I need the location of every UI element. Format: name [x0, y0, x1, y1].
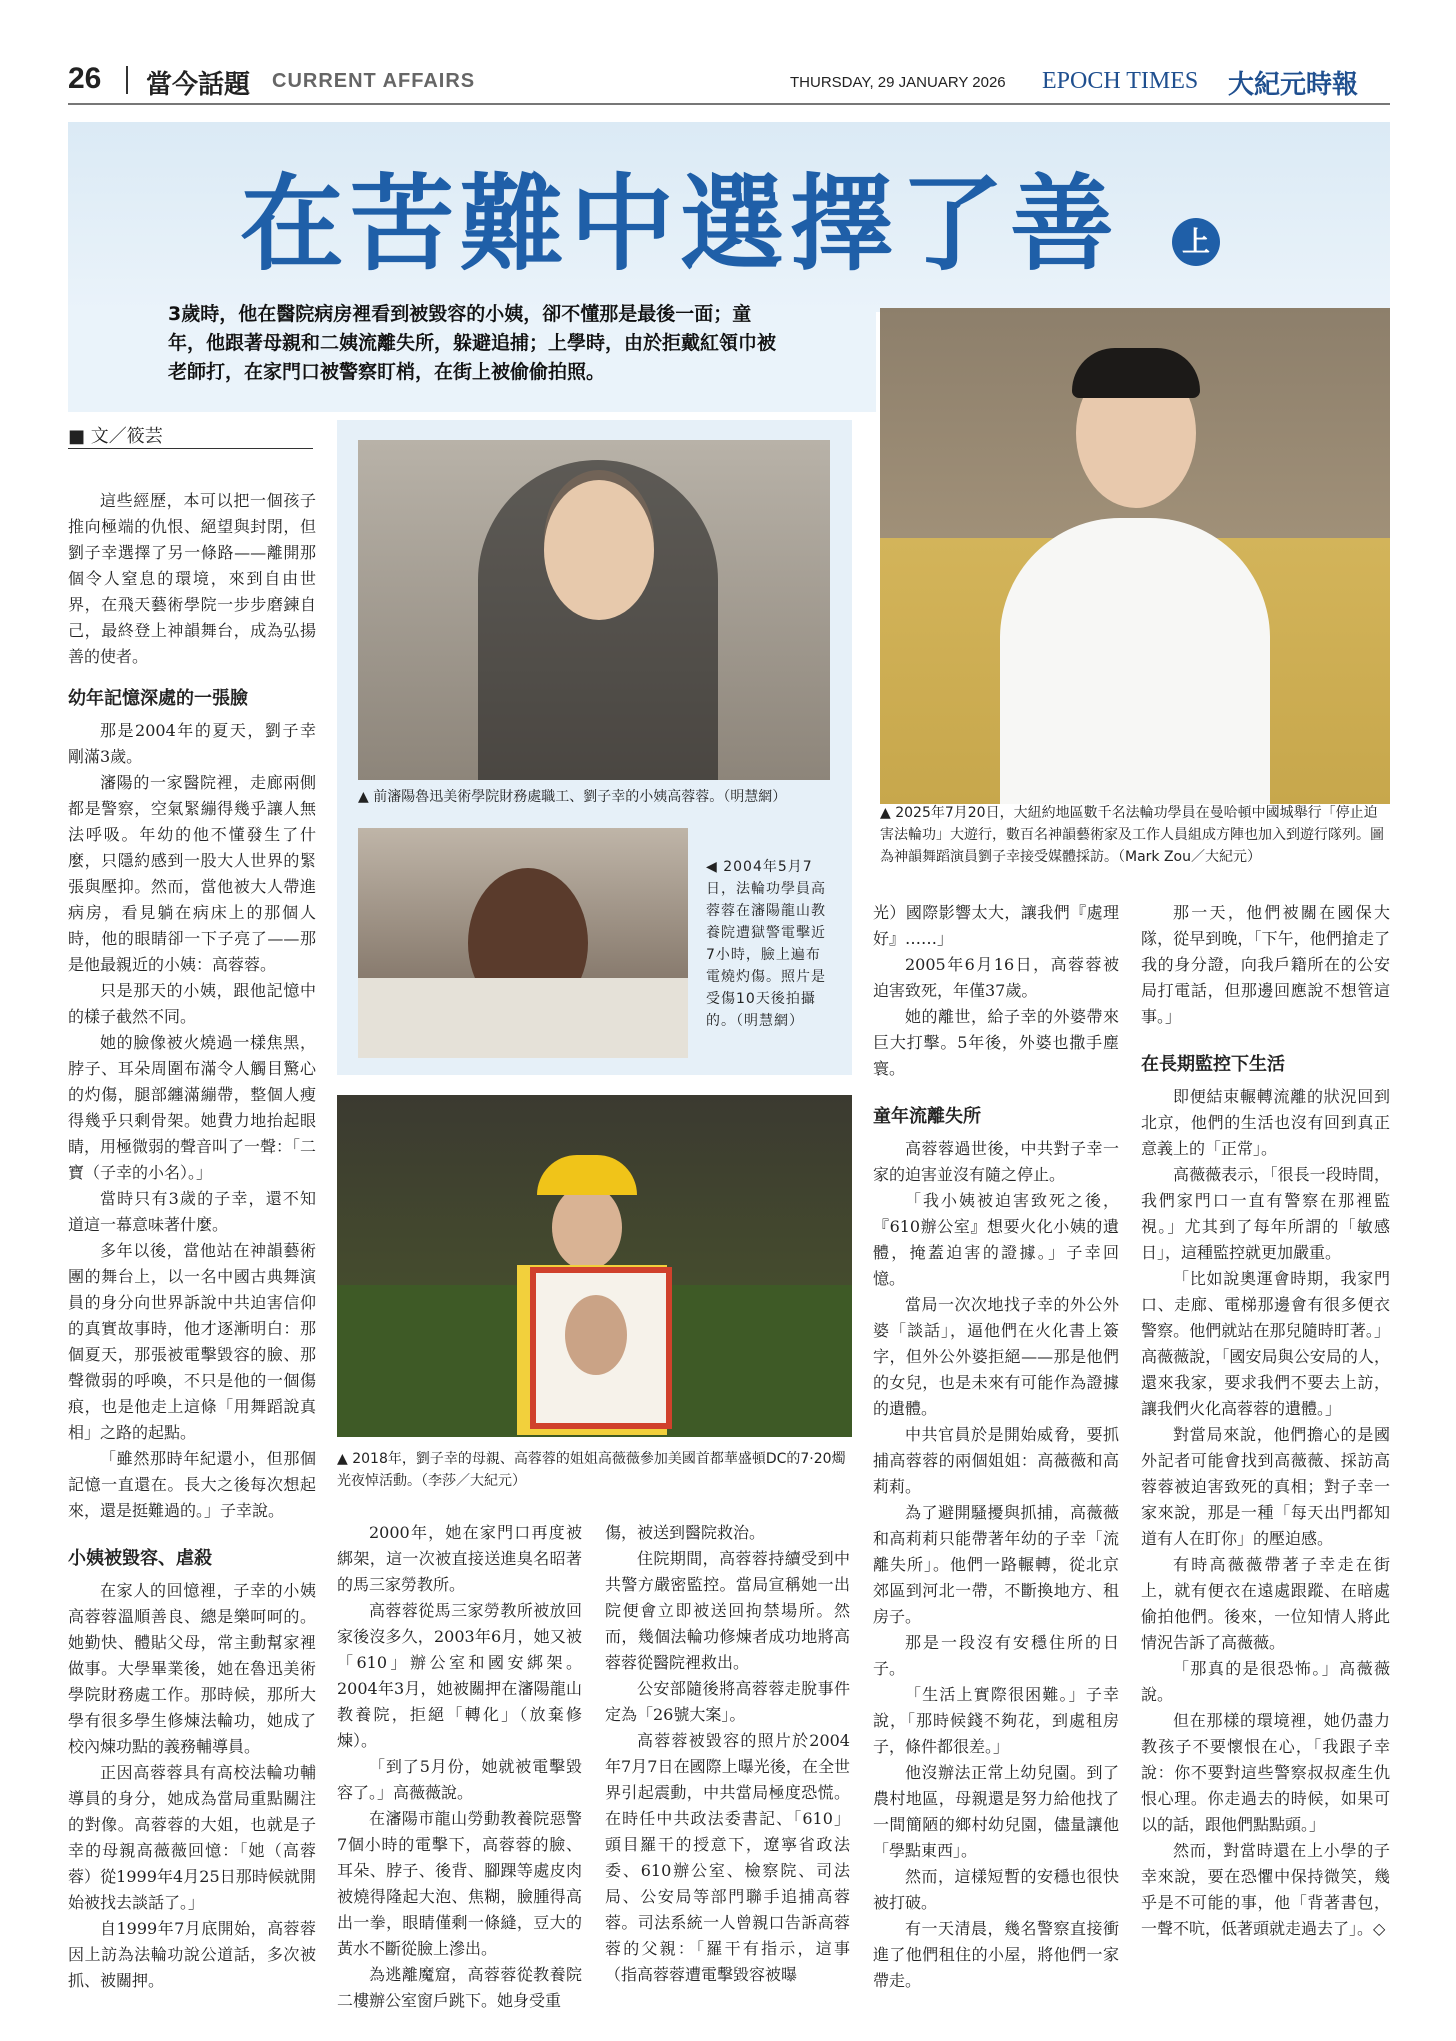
headline: 在苦難中選擇了善: [240, 163, 1121, 285]
paragraph: 住院期間，高蓉蓉持續受到中共警方嚴密監控。當局宣稱她一出院便會立即被送回拘禁場所。然而，幾個法輪功修煉者成功地將高蓉蓉從醫院裡救出。: [605, 1549, 850, 1672]
vigil-photo: [337, 1095, 852, 1437]
paragraph: 只是那天的小姨，跟他記憶中的樣子截然不同。: [68, 981, 316, 1026]
article-column-2: [337, 1520, 582, 2014]
paragraph: 當時只有3歲的子幸，還不知道這一幕意味著什麼。: [68, 1189, 316, 1234]
paragraph: 瀋陽的一家醫院裡，走廊兩側都是警察，空氣緊繃得幾乎讓人無法呼吸。年幼的他不懂發生了什麼，只隱約感到一股大人世界的緊張與壓抑。然而，當他被大人帶進病房，看見躺在病床上的那個人時，他的眼睛卻一下子亮了——那是他最親近的小姨：高蓉蓉。: [68, 773, 316, 974]
paragraph: 但在那樣的環境裡，她仍盡力教孩子不要懷恨在心，「我跟子幸說：你不要對這些警察叔叔產生仇恨心理。你走過去的時候，如果可以的話，跟他們點點頭。」: [1141, 1711, 1390, 1834]
photo-caption-3: ▲ 2018年，劉子幸的母親、高蓉蓉的姐姐高薇薇參加美國首都華盛頓DC的7·20燭光夜悼活動。（李莎／大紀元）: [337, 1451, 846, 1489]
paragraph: 他沒辦法正常上幼兒園。到了農村地區，母親還是努力給他找了一間簡陋的鄉村幼兒園，儘量讓他「學點東西」。: [873, 1763, 1119, 1860]
paragraph: 2000年，她在家門口再度被綁架，這一次被直接送進臭名昭著的馬三家勞教所。: [337, 1523, 582, 1594]
paragraph: 對當局來說，他們擔心的是國外記者可能會找到高薇薇、採訪高蓉蓉被迫害致死的真相；對子幸一家來說，那是一種「每天出門都知道有人在盯你」的壓迫感。: [1141, 1425, 1390, 1548]
intro-paragraph: 這些經歷，本可以把一個孩子推向極端的仇恨、絕望與封閉，但劉子幸選擇了另一條路——離開那個令人窒息的環境，來到自由世界，在飛天藝術學院一步步磨鍊自己，最終登上神韻舞台，成為弘揚善的使者。: [68, 491, 316, 666]
paragraph: 有時高薇薇帶著子幸走在街上，就有便衣在遠處跟蹤、在暗處偷拍他們。後來，一位知情人將此情況告訴了高薇薇。: [1141, 1555, 1390, 1652]
paragraph: 那一天，他們被關在國保大隊，從早到晚，「下午，他們搶走了我的身分證，向我戶籍所在的公安局打電話，但那邊回應說不想管這事。」: [1141, 903, 1390, 1026]
article-column-4: [873, 900, 1119, 1994]
paragraph: 然而，對當時還在上小學的子幸來說，要在恐懼中保持微笑，幾乎是不可能的事，他「背著書包，一聲不吭，低著頭就走過去了」。◇: [1141, 1841, 1390, 1938]
paragraph: 多年以後，當他站在神韻藝術團的舞台上，以一名中國古典舞演員的身分向世界訴說中共迫害信仰的真實故事時，他才逐漸明白：那個夏天，那張被電擊毀容的臉、那聲微弱的呼喚，不只是他的一個傷痕，也是他走上這條「用舞蹈說真相」之路的起點。: [68, 1241, 316, 1442]
paragraph: 自1999年7月底開始，高蓉蓉因上訪為法輪功說公道話，多次被抓、被關押。: [68, 1919, 316, 1990]
paragraph: 高蓉蓉過世後，中共對子幸一家的迫害並沒有隨之停止。: [873, 1139, 1119, 1184]
subheading-childhood-displacement: 童年流離失所: [873, 1106, 981, 1127]
section-title-en: CURRENT AFFAIRS: [272, 70, 476, 92]
lede: 3歲時，他在醫院病房裡看到被毀容的小姨，卻不懂那是最後一面；童年，他跟著母親和二姨流離失所，躲避追捕；上學時，由於拒戴紅領巾被老師打，在家門口被警察盯梢，在街上被偷偷拍照。: [168, 303, 777, 383]
paragraph: 「我小姨被迫害致死之後，『610辦公室』想要火化小姨的遺體，掩蓋迫害的證據。」子幸回憶。: [873, 1191, 1119, 1288]
paragraph: 有一天清晨，幾名警察直接衝進了他們租住的小屋，將他們一家帶走。: [873, 1919, 1119, 1990]
paragraph: 她的離世，給子幸的外婆帶來巨大打擊。5年後，外婆也撒手塵寰。: [873, 1007, 1119, 1078]
paragraph: 即便結束輾轉流離的狀況回到北京，他們的生活也沒有回到真正意義上的「正常」。: [1141, 1087, 1390, 1158]
paragraph: 為逃離魔窟，高蓉蓉從教養院二樓辦公室窗戶跳下。她身受重: [337, 1965, 582, 2010]
subheading-surveillance: 在長期監控下生活: [1141, 1054, 1285, 1075]
byline: ■ 文／筱芸: [68, 426, 163, 447]
injury-photo: [358, 828, 688, 1058]
paragraph: 「到了5月份，她就被電擊毀容了。」高薇薇說。: [337, 1757, 582, 1802]
paragraph: 「那真的是很恐怖。」高薇薇說。: [1141, 1659, 1390, 1704]
header-divider: [126, 66, 128, 94]
paragraph: 正因高蓉蓉具有高校法輪功輔導員的身分，她成為當局重點關注的對像。高蓉蓉的大姐，也就是子幸的母親高薇薇回憶：「她（高蓉蓉）從1999年4月25日那時候就開始被找去談話了。」: [68, 1763, 316, 1912]
issue-date: THURSDAY, 29 JANUARY 2026: [790, 74, 1006, 91]
photo-caption-4: ▲ 2025年7月20日，大紐約地區數千名法輪功學員在曼哈頓中國城舉行「停止迫害法輪功」大遊行，數百名神韻藝術家及工作人員組成方陣也加入到遊行隊列。圖為神韻舞蹈演員劉子幸接受媒體採訪。（Mark Zou／大紀元）: [880, 805, 1384, 865]
paragraph: 「生活上實際很困難。」子幸說，「那時候錢不夠花，到處租房子，條件都很差。」: [873, 1685, 1119, 1756]
paragraph: 光）國際影響太大，讓我們『處理好』……」: [873, 903, 1119, 948]
photo-caption-2: ◀ 2004年5月7日，法輪功學員高蓉蓉在瀋陽龍山教養院遭獄警電擊近7小時，臉上遍布電燒灼傷。照片是受傷10天後拍攝的。（明慧網）: [706, 859, 826, 1029]
paragraph: 那是一段沒有安穩住所的日子。: [873, 1633, 1119, 1678]
page-number: 26: [68, 62, 102, 95]
paragraph: 「雖然那時年紀還小，但那個記憶一直還在。長大之後每次想起來，還是挺難過的。」子幸說。: [68, 1449, 316, 1520]
paragraph: 在家人的回憶裡，子幸的小姨高蓉蓉溫順善良、總是樂呵呵的。她勤快、體貼父母，常主動幫家裡做事。大學畢業後，她在魯迅美術學院財務處工作。那時候，那所大學有很多學生修煉法輪功，她成了校內煉功點的義務輔導員。: [68, 1581, 316, 1756]
article-column-5: [1141, 900, 1390, 1942]
subheading-aunt-persecuted: 小姨被毀容、虐殺: [68, 1548, 212, 1569]
part-badge: 上: [1172, 218, 1220, 266]
dancer-interview-photo: [880, 308, 1390, 804]
paragraph: 高蓉蓉被毀容的照片於2004年7月7日在國際上曝光後，在全世界引起震動，中共當局極度恐慌。在時任中共政法委書記、「610」頭目羅干的授意下，遼寧省政法委、610辦公室、檢察院、司法局、公安局等部門聯手追捕高蓉蓉。司法系統一人曾親口告訴高蓉蓉的父親：「羅干有指示，這事（指高蓉蓉遭電擊毀容被曝: [605, 1731, 850, 1984]
paragraph: 那是2004年的夏天，劉子幸剛滿3歲。: [68, 721, 316, 766]
paragraph: 2005年6月16日，高蓉蓉被迫害致死，年僅37歲。: [873, 955, 1119, 1000]
paragraph: 當局一次次地找子幸的外公外婆「談話」，逼他們在火化書上簽字，但外公外婆拒絕——那是他們的女兒，也是未來有可能作為證據的遺體。: [873, 1295, 1119, 1418]
masthead-zh: 大紀元時報: [1228, 70, 1359, 100]
portrait-photo-gao-rongrong: [358, 440, 830, 780]
paragraph: 「比如說奧運會時期，我家門口、走廊、電梯那邊會有很多便衣警察。他們就站在那兒隨時盯著。」高薇薇說，「國安局與公安局的人，還來我家，要求我們不要去上訪，讓我們火化高蓉蓉的遺體。」: [1141, 1269, 1390, 1418]
article-column-3: [605, 1520, 850, 1988]
header-rule: [68, 103, 1390, 105]
paragraph: 中共官員於是開始威脅，要抓捕高蓉蓉的兩個姐姐：高薇薇和高莉莉。: [873, 1425, 1119, 1496]
paragraph: 她的臉像被火燒過一樣焦黑，脖子、耳朵周圍布滿令人觸目驚心的灼傷，腿部纏滿繃帶，整個人瘦得幾乎只剩骨架。她費力地抬起眼睛，用極微弱的聲音叫了一聲：「二寶（子幸的小名）。」: [68, 1033, 317, 1182]
section-title: 當今話題: [146, 70, 251, 100]
article-column-1: [68, 488, 316, 1994]
photo-caption-1: ▲ 前瀋陽魯迅美術學院財務處職工、劉子幸的小姨高蓉蓉。（明慧網）: [358, 789, 787, 805]
paragraph: 公安部隨後將高蓉蓉走脫事件定為「26號大案」。: [605, 1679, 850, 1724]
paragraph: 為了避開騷擾與抓捕，高薇薇和高莉莉只能帶著年幼的子幸「流離失所」。他們一路輾轉，從北京郊區到河北一帶，不斷換地方、租房子。: [873, 1503, 1119, 1626]
byline-rule: [68, 448, 313, 449]
paragraph: 高蓉蓉從馬三家勞教所被放回家後沒多久，2003年6月，她又被「610」辦公室和國安綁架。2004年3月，她被關押在瀋陽龍山教養院，拒絕「轉化」（放棄修煉）。: [337, 1601, 582, 1750]
paragraph: 高薇薇表示，「很長一段時間，我們家門口一直有警察在那裡監視。」尤其到了每年所謂的「敏感日」，這種監控就更加嚴重。: [1141, 1165, 1390, 1262]
masthead-en: EPOCH TIMES: [1042, 68, 1199, 94]
subheading-early-memory: 幼年記憶深處的一張臉: [68, 688, 248, 709]
paragraph: 傷，被送到醫院救治。: [605, 1523, 766, 1542]
paragraph: 在瀋陽市龍山勞動教養院惡警7個小時的電擊下，高蓉蓉的臉、耳朵、脖子、後背、腳踝等處皮肉被燒得隆起大泡、焦糊，臉腫得高出一拳，眼睛僅剩一條縫，豆大的黃水不斷從臉上滲出。: [337, 1809, 582, 1958]
paragraph: 然而，這樣短暫的安穩也很快被打破。: [873, 1867, 1119, 1912]
